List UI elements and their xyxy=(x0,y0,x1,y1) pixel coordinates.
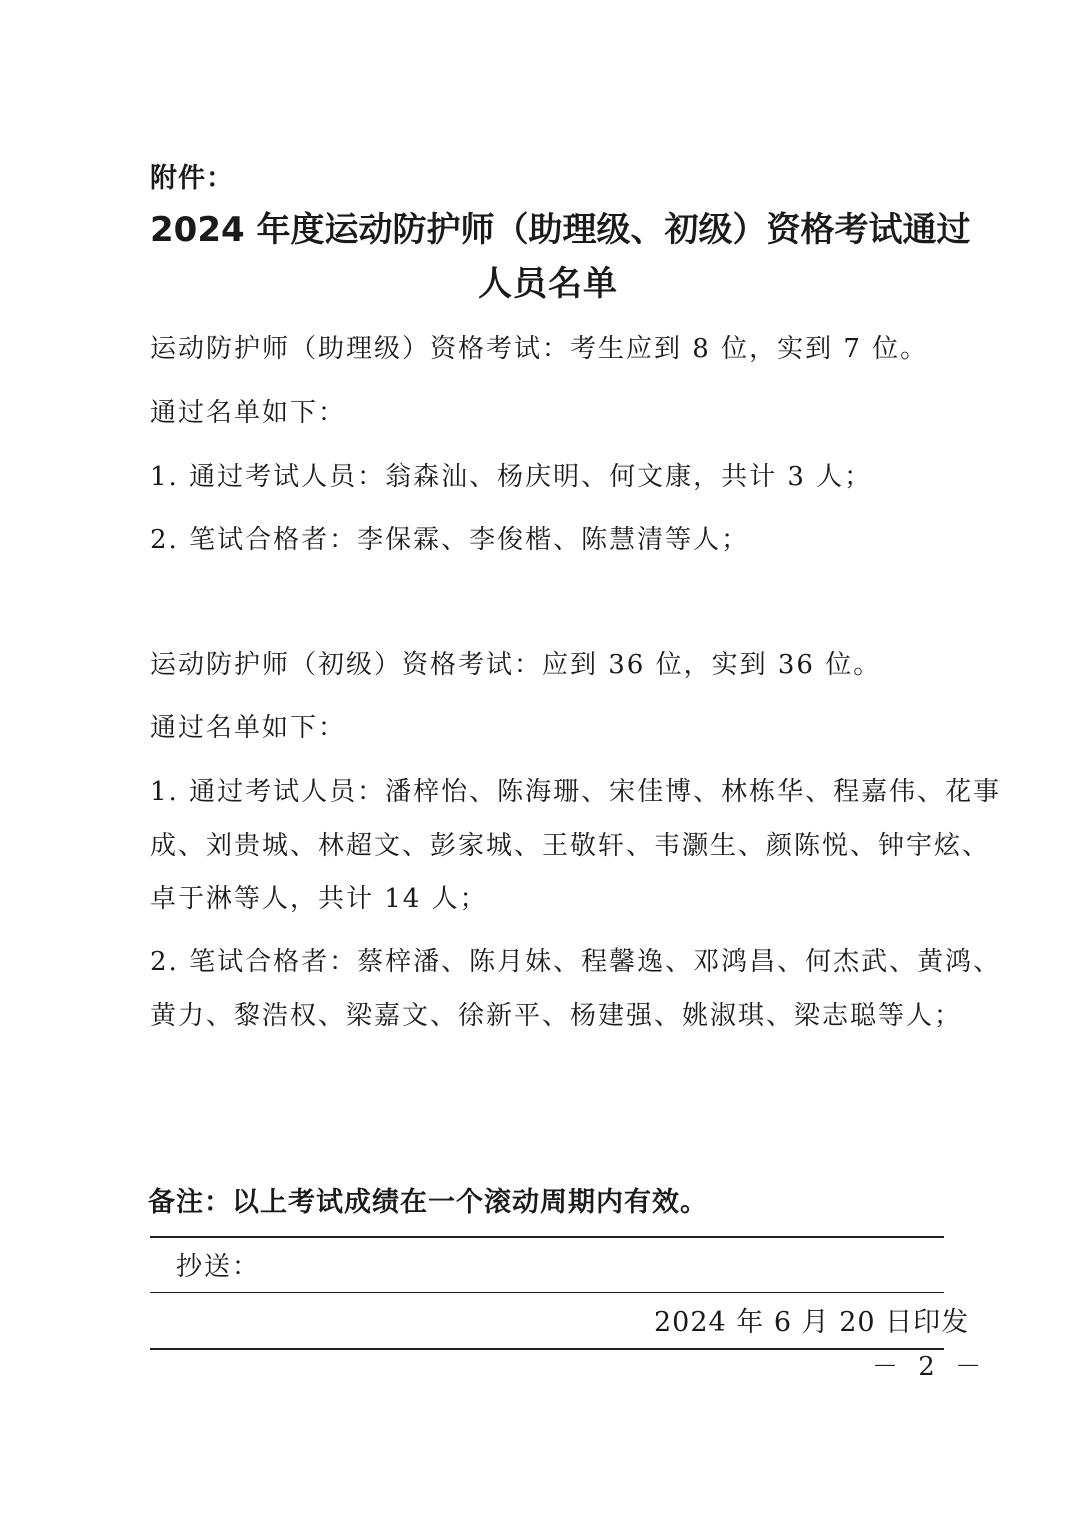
assistant-exam-summary: 运动防护师（助理级）资格考试：考生应到 8 位，实到 7 位。 xyxy=(150,334,929,364)
attachment-label: 附件： xyxy=(150,163,234,194)
document-title-line-1: 2024 年度运动防护师（助理级、初级）资格考试通过 xyxy=(150,210,971,250)
junior-passed-list-line: 卓于淋等人，共计 14 人； xyxy=(150,884,488,914)
page-number: － 2 － xyxy=(872,1352,988,1382)
assistant-written-passed-list: 2. 笔试合格者：李保霖、李俊楷、陈慧清等人； xyxy=(150,525,750,555)
junior-written-passed-list-line: 黄力、黎浩权、梁嘉文、徐新平、杨建强、姚淑琪、梁志聪等人； xyxy=(150,1001,963,1031)
issue-date: 2024 年 6 月 20 日印发 xyxy=(654,1307,970,1338)
assistant-list-heading: 通过名单如下： xyxy=(150,398,347,428)
footer-divider xyxy=(150,1348,944,1350)
cc-label: 抄送： xyxy=(176,1252,261,1282)
junior-list-heading: 通过名单如下： xyxy=(150,713,347,743)
junior-passed-list-line: 1. 通过考试人员：潘梓怡、陈海珊、宋佳博、林栋华、程嘉伟、花事 xyxy=(150,777,1002,807)
assistant-passed-list: 1. 通过考试人员：翁森汕、杨庆明、何文康，共计 3 人； xyxy=(150,462,873,492)
junior-written-passed-list-line: 2. 笔试合格者：蔡梓潘、陈月妹、程馨逸、邓鸿昌、何杰武、黄鸿、 xyxy=(150,947,1002,977)
junior-exam-summary: 运动防护师（初级）资格考试：应到 36 位，实到 36 位。 xyxy=(150,650,882,680)
footer-divider xyxy=(150,1292,944,1293)
document-title-line-2: 人员名单 xyxy=(478,264,618,304)
remark-note: 备注：以上考试成绩在一个滚动周期内有效。 xyxy=(148,1187,708,1218)
footer-divider xyxy=(150,1236,944,1238)
junior-passed-list-line: 成、刘贵城、林超文、彭家城、王敬轩、韦灏生、颜陈悦、钟宇炫、 xyxy=(150,831,991,861)
